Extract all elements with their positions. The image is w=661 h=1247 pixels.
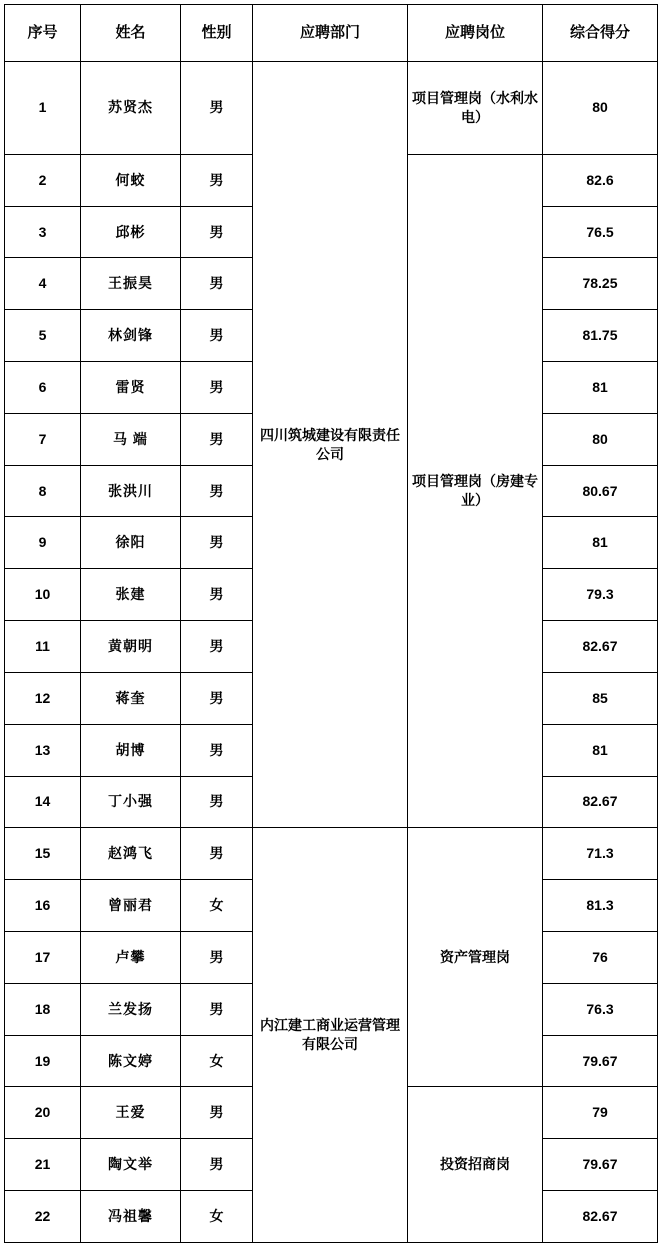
cell-score: 85 — [543, 672, 658, 724]
cell-sex: 男 — [181, 310, 253, 362]
cell-no: 11 — [5, 621, 81, 673]
cell-name: 赵鸿飞 — [81, 828, 181, 880]
cell-post: 项目管理岗（房建专业） — [408, 154, 543, 828]
cell-score: 76.5 — [543, 206, 658, 258]
cell-score: 82.67 — [543, 1191, 658, 1243]
cell-sex: 男 — [181, 62, 253, 155]
cell-name: 苏贤杰 — [81, 62, 181, 155]
cell-name: 黄朝明 — [81, 621, 181, 673]
cell-score: 79 — [543, 1087, 658, 1139]
cell-score: 80 — [543, 413, 658, 465]
cell-no: 6 — [5, 362, 81, 414]
cell-name: 雷贤 — [81, 362, 181, 414]
cell-no: 18 — [5, 983, 81, 1035]
cell-name: 陶文举 — [81, 1139, 181, 1191]
cell-no: 2 — [5, 154, 81, 206]
cell-sex: 男 — [181, 258, 253, 310]
cell-no: 10 — [5, 569, 81, 621]
cell-name: 卢攀 — [81, 931, 181, 983]
cell-sex: 女 — [181, 1035, 253, 1087]
cell-sex: 男 — [181, 724, 253, 776]
cell-name: 邱彬 — [81, 206, 181, 258]
cell-post: 项目管理岗（水利水电） — [408, 62, 543, 155]
cell-post: 资产管理岗 — [408, 828, 543, 1087]
cell-no: 20 — [5, 1087, 81, 1139]
cell-score: 71.3 — [543, 828, 658, 880]
cell-sex: 男 — [181, 828, 253, 880]
column-header-name: 姓名 — [81, 5, 181, 62]
cell-sex: 男 — [181, 672, 253, 724]
cell-department: 内江建工商业运营管理有限公司 — [253, 828, 408, 1243]
cell-no: 17 — [5, 931, 81, 983]
cell-name: 蒋奎 — [81, 672, 181, 724]
cell-no: 19 — [5, 1035, 81, 1087]
cell-sex: 男 — [181, 569, 253, 621]
cell-score: 80.67 — [543, 465, 658, 517]
cell-score: 79.67 — [543, 1139, 658, 1191]
cell-no: 8 — [5, 465, 81, 517]
cell-score: 76 — [543, 931, 658, 983]
cell-sex: 女 — [181, 880, 253, 932]
cell-score: 82.67 — [543, 621, 658, 673]
cell-sex: 男 — [181, 465, 253, 517]
cell-sex: 男 — [181, 776, 253, 828]
cell-name: 张建 — [81, 569, 181, 621]
cell-score: 82.67 — [543, 776, 658, 828]
table-header-row — [5, 5, 658, 62]
cell-score: 81 — [543, 724, 658, 776]
column-header-post: 应聘岗位 — [408, 5, 543, 62]
cell-no: 3 — [5, 206, 81, 258]
cell-sex: 男 — [181, 517, 253, 569]
table-row — [5, 62, 658, 155]
cell-sex: 男 — [181, 154, 253, 206]
cell-name: 徐阳 — [81, 517, 181, 569]
cell-name: 王爱 — [81, 1087, 181, 1139]
cell-no: 9 — [5, 517, 81, 569]
cell-sex: 男 — [181, 983, 253, 1035]
cell-name: 林剑锋 — [81, 310, 181, 362]
cell-name: 丁小强 — [81, 776, 181, 828]
cell-no: 5 — [5, 310, 81, 362]
cell-name: 陈文婷 — [81, 1035, 181, 1087]
cell-no: 22 — [5, 1191, 81, 1243]
column-header-dept: 应聘部门 — [253, 5, 408, 62]
cell-no: 15 — [5, 828, 81, 880]
column-header-score: 综合得分 — [543, 5, 658, 62]
cell-sex: 女 — [181, 1191, 253, 1243]
cell-sex: 男 — [181, 1139, 253, 1191]
cell-score: 81 — [543, 362, 658, 414]
table-body — [5, 62, 658, 1243]
cell-score: 80 — [543, 62, 658, 155]
cell-name: 胡博 — [81, 724, 181, 776]
cell-score: 78.25 — [543, 258, 658, 310]
cell-name: 何蛟 — [81, 154, 181, 206]
cell-score: 82.6 — [543, 154, 658, 206]
cell-no: 16 — [5, 880, 81, 932]
cell-sex: 男 — [181, 1087, 253, 1139]
cell-name: 冯祖馨 — [81, 1191, 181, 1243]
cell-sex: 男 — [181, 362, 253, 414]
cell-name: 曾丽君 — [81, 880, 181, 932]
cell-post: 投资招商岗 — [408, 1087, 543, 1243]
cell-no: 1 — [5, 62, 81, 155]
cell-no: 21 — [5, 1139, 81, 1191]
cell-no: 7 — [5, 413, 81, 465]
table-row — [5, 828, 658, 880]
cell-name: 张洪川 — [81, 465, 181, 517]
column-header-sex: 性别 — [181, 5, 253, 62]
cell-name: 王振昊 — [81, 258, 181, 310]
cell-score: 81 — [543, 517, 658, 569]
cell-score: 81.3 — [543, 880, 658, 932]
cell-name: 兰发扬 — [81, 983, 181, 1035]
cell-sex: 男 — [181, 931, 253, 983]
cell-score: 79.3 — [543, 569, 658, 621]
cell-no: 14 — [5, 776, 81, 828]
cell-no: 13 — [5, 724, 81, 776]
cell-sex: 男 — [181, 206, 253, 258]
cell-name: 马 端 — [81, 413, 181, 465]
cell-no: 4 — [5, 258, 81, 310]
cell-score: 79.67 — [543, 1035, 658, 1087]
cell-department: 四川筑城建设有限责任公司 — [253, 62, 408, 828]
cell-sex: 男 — [181, 413, 253, 465]
cell-score: 76.3 — [543, 983, 658, 1035]
applicants-table — [4, 4, 658, 1243]
cell-sex: 男 — [181, 621, 253, 673]
column-header-no: 序号 — [5, 5, 81, 62]
cell-score: 81.75 — [543, 310, 658, 362]
cell-no: 12 — [5, 672, 81, 724]
